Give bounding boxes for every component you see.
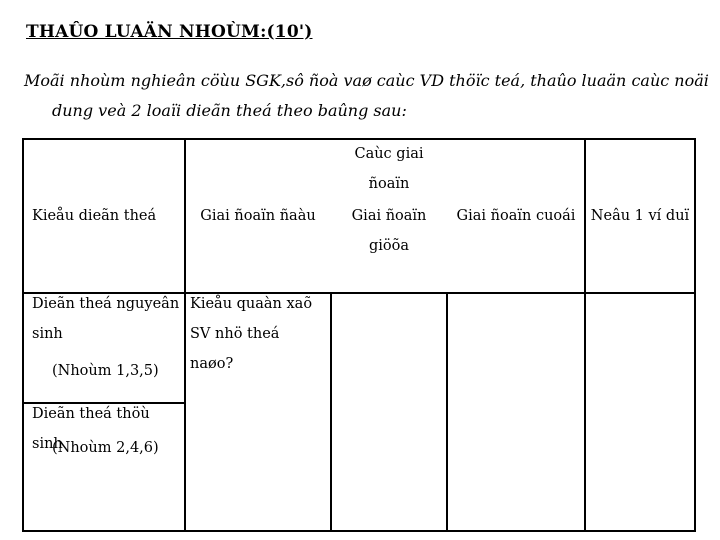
header-stage-middle: Giai ñoaïn giöõa [351, 208, 427, 254]
row-primary-groups: (Nhoùm 1,3,5) [52, 363, 159, 379]
table-divider-col-4 [584, 140, 586, 530]
instruction-text: Moãi nhoùm nghieân cöùu SGK,sô ñoà vaø caùc VD thöïc teá, thaûo luaän caùc noäi dung veà 2 loaïi dieãn theá theo baûng sau: [24, 71, 709, 120]
header-stages: Caùc giai ñoaïn [354, 146, 424, 192]
header-stage-late: Giai ñoaïn cuoái [456, 208, 576, 224]
row-secondary-groups: (Nhoùm 2,4,6) [52, 440, 159, 456]
table-divider-col-1 [184, 140, 186, 530]
table-divider-col-3 [446, 294, 448, 530]
header-example: Neâu 1 ví duï [590, 208, 690, 224]
header-kind: Kieåu dieãn theá [32, 208, 157, 224]
row-primary-label: Dieãn theá nguyeân sinh [32, 296, 180, 342]
table-divider-col-2 [330, 294, 332, 530]
page-title: THAÛO LUAÄN NHOÙM:(10') [26, 22, 313, 42]
row-primary-question: Kieåu quaàn xaõ SV nhö theá naøo? [190, 296, 313, 372]
comparison-table [22, 138, 696, 532]
row-secondary-label: Dieãn theá thöù sinh [32, 406, 150, 452]
header-stage-early: Giai ñoaïn ñaàu [200, 208, 316, 224]
